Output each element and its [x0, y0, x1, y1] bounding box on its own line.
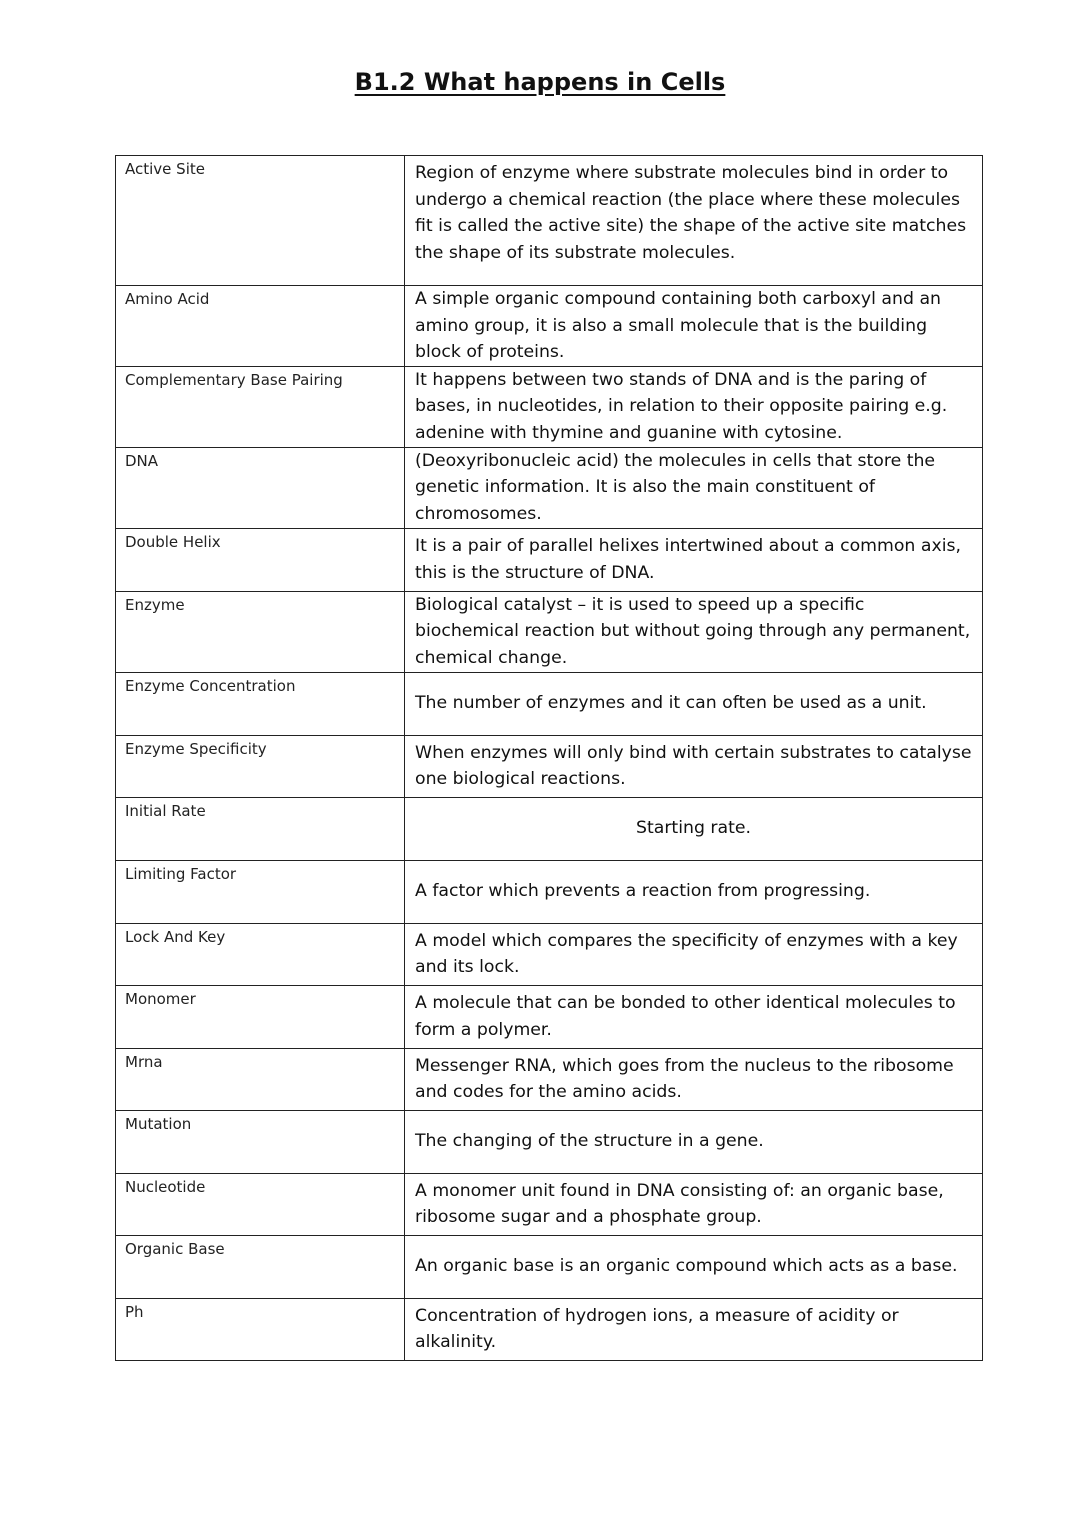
table-row: [116, 672, 983, 735]
table-row: [116, 923, 983, 985]
term-cell: Active Site: [116, 156, 405, 286]
table-row: [116, 528, 983, 591]
term-cell: Mrna: [116, 1048, 405, 1110]
term-cell: Monomer: [116, 985, 405, 1048]
table-row: [116, 447, 983, 528]
definition-cell: The changing of the structure in a gene.: [405, 1110, 983, 1173]
term-cell: Mutation: [116, 1110, 405, 1173]
definition-cell: A simple organic compound containing both carboxyl and an amino group, it is also a small molecule that is the building block of proteins.: [405, 286, 983, 367]
definition-cell: A monomer unit found in DNA consisting of: an organic base, ribosome sugar and a phosphate group.: [405, 1173, 983, 1235]
definition-cell: Messenger RNA, which goes from the nucleus to the ribosome and codes for the amino acids.: [405, 1048, 983, 1110]
table-row: [116, 1298, 983, 1360]
page-title: B1.2 What happens in Cells: [354, 68, 726, 96]
definition-cell: The number of enzymes and it can often be used as a unit.: [405, 672, 983, 735]
table-row: [116, 156, 983, 286]
definition-cell: A model which compares the specificity of enzymes with a key and its lock.: [405, 923, 983, 985]
term-cell: Complementary Base Pairing: [116, 366, 405, 447]
definition-cell: Biological catalyst – it is used to speed up a specific biochemical reaction but without going through any permanent, chemical change.: [405, 591, 983, 672]
table-row: [116, 366, 983, 447]
term-cell: Enzyme Concentration: [116, 672, 405, 735]
term-cell: Double Helix: [116, 528, 405, 591]
table-row: [116, 735, 983, 797]
term-cell: Limiting Factor: [116, 860, 405, 923]
term-cell: DNA: [116, 447, 405, 528]
term-cell: Nucleotide: [116, 1173, 405, 1235]
term-cell: Initial Rate: [116, 797, 405, 860]
term-cell: Ph: [116, 1298, 405, 1360]
table-row: [116, 286, 983, 367]
definition-cell: It is a pair of parallel helixes intertwined about a common axis, this is the structure of DNA.: [405, 528, 983, 591]
table-row: [116, 1110, 983, 1173]
glossary-table: [115, 155, 983, 1361]
table-row: [116, 1173, 983, 1235]
definition-cell: Starting rate.: [405, 797, 983, 860]
table-row: [116, 797, 983, 860]
term-cell: Enzyme Specificity: [116, 735, 405, 797]
table-row: [116, 1235, 983, 1298]
table-row: [116, 985, 983, 1048]
term-cell: Lock And Key: [116, 923, 405, 985]
definition-cell: Concentration of hydrogen ions, a measure of acidity or alkalinity.: [405, 1298, 983, 1360]
term-cell: Amino Acid: [116, 286, 405, 367]
table-row: [116, 860, 983, 923]
table-row: [116, 591, 983, 672]
definition-cell: An organic base is an organic compound which acts as a base.: [405, 1235, 983, 1298]
table-row: [116, 1048, 983, 1110]
definition-cell: A factor which prevents a reaction from progressing.: [405, 860, 983, 923]
definition-cell: It happens between two stands of DNA and is the paring of bases, in nucleotides, in relation to their opposite pairing e.g. adenine with thymine and guanine with cytosine.: [405, 366, 983, 447]
definition-cell: When enzymes will only bind with certain substrates to catalyse one biological reactions.: [405, 735, 983, 797]
definition-cell: A molecule that can be bonded to other identical molecules to form a polymer.: [405, 985, 983, 1048]
term-cell: Organic Base: [116, 1235, 405, 1298]
definition-cell: Region of enzyme where substrate molecules bind in order to undergo a chemical reaction (the place where these molecules fit is called the active site) the shape of the active site matches the shape of its substrate molecules.: [405, 156, 983, 286]
term-cell: Enzyme: [116, 591, 405, 672]
definition-cell: (Deoxyribonucleic acid) the molecules in cells that store the genetic information. It is also the main constituent of chromosomes.: [405, 447, 983, 528]
